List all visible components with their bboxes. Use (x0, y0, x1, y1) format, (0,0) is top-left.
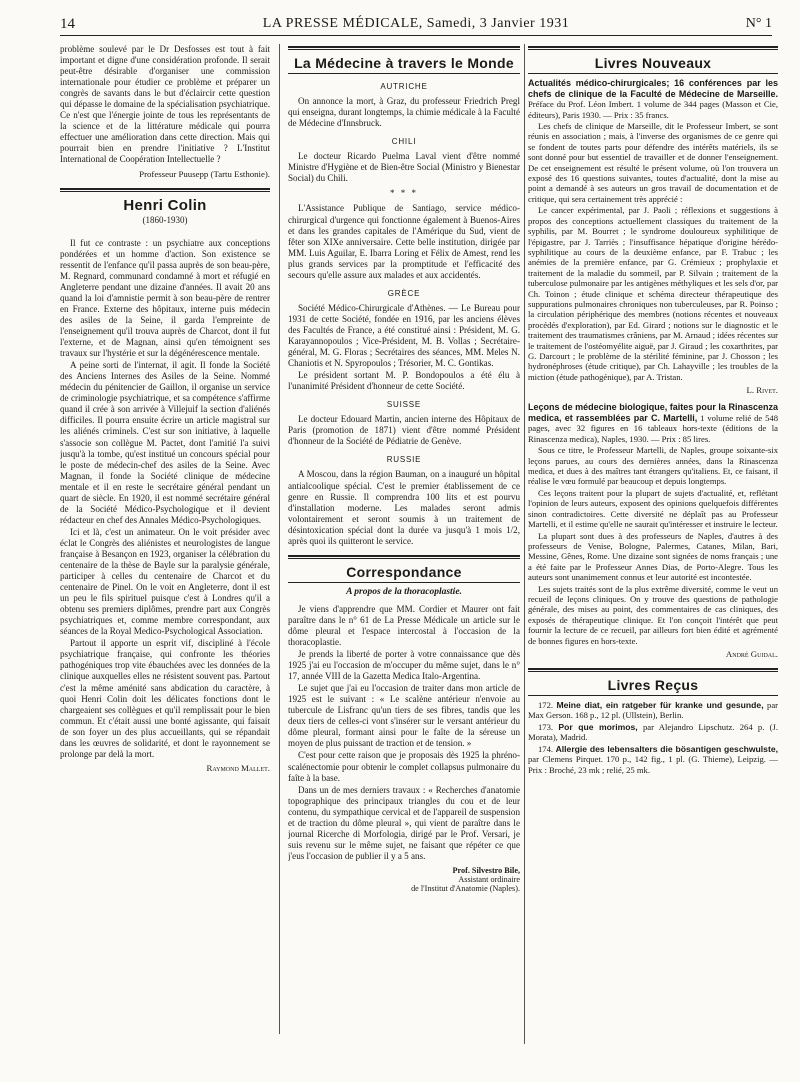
news-item: Le docteur Ricardo Puelma Laval vient d'être nommé Ministre d'Hygiène et de Bien-être Social (Ministro y Bienestar Social) du Chili. (288, 151, 520, 184)
section-title-correspondance: Correspondance (346, 563, 462, 580)
country-heading: CHILI (391, 137, 417, 147)
review-paragraph: Le cancer expérimental, par J. Paoli ; réflexions et suggestions à propos des conceptions actuellement classiques du traitement de la syphilis, par M. Bourret ; le syndrome douloureux syphilitique de l'épigastre, par J. Tarriès ; l'insuffisance hépatique d'origine hérédo-syphilitique au cours de la deuxième enfance, par F. Trabuc ; les anémies de la première enfance, par G. Crémieux ; prophylaxie et traitement de la maladie du sommeil, par P. Silvain ; traitement de la tuberculose pulmonaire par les antigènes méthyliques et les sels d'or, par Ch. Toinon ; étude clinique et schéma directeur thérapeutique des suppurations pulmonaires chroniques non tuberculeuses, par R. Poinso ; la circulation périphérique des membres (notions récentes et nouveaux procédés d'exploration), par Ed. Girard ; notions sur le diagnostic et le traitement des traumatismes crâniens, par M. Arnaud ; idées récentes sur le traitement de l'ostéomyélite aiguë, par J. Giraud ; les coxarthrites, par G. Darcourt ; le problème de la stérilité féminine, par J. Chosson ; les hydronéphroses (étude critique), par Ch. Lahayville ; les troubles de la miction (étude pathogénique), par A. Tristan. (528, 205, 778, 382)
received-num: 172. (538, 700, 554, 711)
news-item: Le docteur Edouard Martin, ancien interne des Hôpitaux de Paris (promotion de 1871) vient d'être nommé Président d'honneur de la Société de Pédiatrie de Genève. (288, 414, 520, 447)
news-item: On annonce la mort, à Graz, du professeur Friedrich Pregl qui enseigna, durant longtemps, la chimie médicale à la Faculté de Médecine d'Innsbruck. (288, 96, 520, 129)
section-rule (528, 46, 778, 50)
section-rule (288, 73, 520, 74)
book-entry-header (528, 78, 778, 120)
letter-signature-name: Prof. Silvestro Bile, (452, 865, 520, 875)
section-title-received: Livres Reçus (607, 677, 699, 694)
separator-stars: * * * (390, 188, 418, 199)
obituary-title: Henri Colin (123, 196, 207, 214)
review-signature: André Guidal. (725, 648, 778, 659)
section-title-books: Livres Nouveaux (594, 55, 712, 71)
column-right (528, 44, 778, 1054)
book-title: Leçons de médecine biologique, faites pour la Rinascenza medica, et rassemblées par C. Martelli, (528, 402, 778, 423)
letter-paragraph: Le sujet que j'ai eu l'occasion de traiter dans mon article de 1925 est le suivant : « Le scalène antérieur n'envoie au tubercule de Lisfranc qu'un tiers de ses fibres, tandis que les deux tiers de celles-ci vont s'insérer sur le versant antérieur du dôme pleural, formant ainsi pour le faîte de la séreuse un moyen de plus puissant de traction et de tension. » (288, 683, 520, 749)
received-num: 173. (538, 721, 554, 732)
news-item: Société Médico-Chirurgicale d'Athènes. — Le Bureau pour 1931 de cette Société, fondée en 1916, par les anciens élèves des Facultés de France, a été constitué ainsi : Président, M. G. Karayannopoulos ; Vice-Président, M. B. Vollas ; Secrétaire-général, M. G. Floras ; Secrétaires des séances, MM. Meles N. Chaniotis et N. Spyropoulos ; Trésorier, M. C. Gontikas. (288, 302, 520, 369)
section-rule (528, 695, 778, 696)
letter-paragraph: Je prends la liberté de porter à votre connaissance que dès 1925 j'ai eu l'occasion de m'occuper du même sujet, dans le n° 17, année VIII de la Gazetta Medica Italo-Argentina. (288, 649, 520, 682)
letter-signature-institution: de l'Institut d'Anatomie (Naples). (411, 884, 520, 894)
obituary-signature: Raymond Mallet. (206, 762, 270, 773)
obituary-paragraph: Il fut ce contraste : un psychiatre aux conceptions pondérées et un homme d'action. Son existence se ressentit de l'enfance qu'il passa auprès de son beau-père, M. Regnard, communard condamné à mort et réfugié en Angleterre pendant une dizaine d'années. Il avait 20 ans quand la loi d'amnistie permit à son beau-père de rentrer en France. Externe des hôpitaux, interne puis médecin des asiles de la Seine, il garda l'empreinte de l'enseignement qu'il trouva auprès de Charcot, dont il fut l'externe, et de Magnan, ainsi qu'en témoignent ses travaux sur l'hystérie et sur la dégénérescence mentale. (60, 237, 270, 359)
received-meta: par Clemens Pirquet. 170 p., 142 fig., 1 pl. (G. Thieme), Leipzig. — Prix : Broché, 23 mk ; relié, 25 mk. (528, 754, 778, 775)
received-item (528, 722, 778, 743)
received-meta: par Max Gerson. 168 p., 12 pl. (Ullstein), Berlin. (528, 700, 778, 721)
news-item: A Moscou, dans la région Bauman, on a inauguré un hôpital antialcoolique spécial. C'est le premier établissement de ce genre en Russie. Il comprendra 100 lits et est pourvu d'installation moderne. Les malades seront admis volontairement et seront soumis à un traitement de désintoxication spécial dont la durée va jusqu'à 1 mois 1/2, après quoi ils quitteront le service. (288, 469, 520, 546)
book-entry-header (528, 402, 778, 444)
received-title: Allergie des lebensalters die bösantigen geschwulste, (555, 743, 778, 754)
country-heading: AUTRICHE (380, 82, 428, 92)
book-meta: Préface du Prof. Léon Imbert. 1 volume de 344 pages (Masson et Cie, éditeurs), Paris 1930. — Prix : 35 francs. (528, 99, 778, 120)
letter-signature (288, 866, 520, 894)
letter-paragraph: C'est pour cette raison que je proposais dès 1925 la phréno-scalénectomie pour obtenir le complet collapsus pulmonaire du faîte à la base. (288, 750, 520, 783)
column-divider (279, 44, 280, 1034)
received-title: Por que morimos, (558, 721, 638, 732)
section-rule (528, 668, 778, 672)
review-paragraph: Sous ce titre, le Professeur Martelli, de Naples, groupe soixante-six leçons parues, au cours des dernières années, dans la Rinascenza medica, et dues à des maîtres tant étrangers qu'italiens. Et, ce faisant, il réalise le vœu formulé par beaucoup et depuis longtemps. (528, 445, 778, 487)
letter-paragraph: Dans un de mes derniers travaux : « Recherches d'anatomie topographique des principaux triangles du cou et de leur contenu, du sympathique cervical et de l'appareil de suspension et de traction du dôme pleural », qui vient de paraître dans le journal Ricerche di Morfologia, dirigé par le Prof. Versari, je suis revenu sur le même sujet, ne faisant que répéter ce que j'eus l'occasion de publier il y a 5 ans. (288, 784, 520, 861)
intro-paragraph: problème soulevé par le Dr Desfosses est tout à fait important et digne d'une considération profonde. Il serait peut-être désirable d'organiser une commission internationale pour étudier ce problème et préparer un congrès de savants dans le but d'éclaircir cette question qui dépasse le domaine de la spécialisation psychiatrique. Ce n'est que l'énergie jointe de tous les représentants de la science et de la littérature médicale qui pourra effectuer une amélioration dans cette direction. Mais qui pourrait bien en prendre l'initiative ? L'Institut International de Coopération Intellectuelle ? (60, 44, 270, 165)
review-paragraph: La plupart sont dues à des professeurs de Naples, d'autres à des professeurs de Venise, Bologne, Palermes, Catanes, Milan, Bari, Messine, Gênes, Rome. Une dizaine sont signées de noms français ; une a été faite par le Professeur Annes Dias, de Porto-Alegre. Tous les auteurs sont unanimement connus et leur autorité est incontestée. (528, 530, 778, 583)
country-heading: GRÈCE (387, 288, 421, 298)
news-item: L'Assistance Publique de Santiago, service médico-chirurgical d'urgence qui fonctionne également à Buenos-Aires et dans les grandes capitales de l'Amérique du Sud, vient de fêter son XIXe anniversaire. Cette belle institution, dirigée par MM. Luis Aguilar, E. Ibarra Loring et Félix de Amest, rend les plus grands services par la promptitude et l'efficacité des secours qu'elle assure aux malades et aux accidentés. (288, 203, 520, 280)
intro-signature: Professeur Puusepp (Tartu Esthonie). (139, 168, 270, 179)
news-item: Le président sortant M. P. Bondopoulos a été élu à l'unanimité Président d'honneur de cette Société. (288, 370, 520, 392)
review-paragraph: Ces leçons traitent pour la plupart de sujets d'actualité, et, reflétant l'opinion de leurs auteurs, exposent des opinions quelquefois différentes sinon contradictoires. Cette diversité ne déplaît pas au Professeur Martelli, et il estime qu'elle ne saurait qu'intéresser et instruire le lecteur. (528, 487, 778, 530)
review-signature: L. Rivet. (746, 385, 778, 396)
obituary-paragraph: A peine sorti de l'internat, il agit. Il fonde la Société des Anciens Internes des Asiles de la Seine. Nommé médecin du pénitencier de Gaillon, il organise un service de criminologie psychiatrique, et sa compétence s'affirme quand il crée à son arrivée à Villejuif la section d'aliénés difficiles. Il pourra ensuite écrire un article magistral sur les aliénés criminels. C'est sur son initiative, à laquelle s'associe son collègue M. Pactet, dont l'amitié l'a suivi jusqu'à la tombe, qu'est institué un concours spécial pour le poste de médecin-chef des asiles de la Seine. Avec Magnan, il fonde la Société clinique de médecine mentale et il en reste le secrétaire général pendant un quart de siècle. En 1920, il est nommé secrétaire général de la Société Médico-Psychologique et il devient rédacteur en chef des Annales Médico-Psychologiques. (60, 360, 270, 525)
received-item (528, 744, 778, 775)
book-title: Actualités médico-chirurgicales; 16 conférences par les chefs de clinique de la Faculté de Médecine de Marseille. (528, 78, 778, 99)
received-num: 174. (538, 743, 554, 754)
book-meta: 1 volume relié de 548 pages, avec 32 figures en 16 tableaux hors-texte (éditions de la Rinascenza medica), Naples, 1930. — Prix : 85 lires. (528, 412, 778, 444)
journal-title: LA PRESSE MÉDICALE, Samedi, 3 Janvier 1931 (262, 16, 570, 31)
column-middle (288, 44, 520, 1054)
correspondance-subtitle: A propos de la thoracoplastie. (346, 586, 462, 597)
column-divider (524, 44, 525, 1044)
received-meta: par Alejandro Lipschutz. 264 p. (J. Morata), Madrid. (528, 721, 778, 743)
column-left (60, 44, 270, 1044)
page-number: 14 (60, 16, 75, 32)
obituary-paragraph: Ici et là, c'est un animateur. On le voit présider avec éclat le Congrès des aliénistes et neurologistes de langue française à Besançon en 1923, organiser la célébration du centenaire de la thèse de Bayle sur la paralysie générale, participer à celles du centenaire de Charcot et du centenaire de Pinel. On le voit en Angleterre, dont il est un peu le fils spirituel puisque c'est à Londres qu'il a obtenu ses premiers diplômes, prendre part aux Congrès psychiatriques et, comme membre correspondant, aux séances de la Royal Medico-Psychological Association. (60, 526, 270, 637)
page-header (60, 14, 772, 36)
review-paragraph: Les sujets traités sont de la plus extrême diversité, comme le veut un recueil de leçons cliniques. On y trouve des questions de pathologie générale, des mises au point, des commentaires de cas cliniques, des exposés de thérapeutique clinique. Et l'on conçoit l'intérêt que peut fournir la lecture de ce recueil, par ailleurs fort bien édité et agrémenté de bonnes figures en hors-texte. (528, 583, 778, 646)
letter-signature-role: Assistant ordinaire (458, 875, 520, 885)
section-rule (60, 188, 270, 192)
section-rule (288, 46, 520, 50)
section-rule (528, 73, 778, 74)
issue-number: N° 1 (745, 16, 772, 31)
received-item (528, 700, 778, 721)
section-title-world: La Médecine à travers le Monde (294, 55, 514, 71)
obituary-paragraph: Partout il apporte un esprit vif, discipliné à l'école psychiatrique française, qui confronte les théories pathogéniques trop vite ébauchées avec les données de la clinique auxquelles elles ne résistent souvent pas. Partout c'est la même aménité sans abdication du caractère, à quoi Henri Colin doit les délicates fonctions dont le chargeaient ses collègues et qu'il remplissait pour le bien commun. Et c'était aussi une bonté agissante, qui faisait de son foyer un des plus accueillants, qui se répandait dans les œuvres de solidarité, et dont le rayonnement se prolonge par delà la mort. (60, 638, 270, 759)
received-title: Meine diat, ein ratgeber für kranke und gesunde, (556, 700, 764, 711)
section-rule (288, 555, 520, 559)
obituary-dates: (1860-1930) (142, 214, 188, 225)
country-heading: SUISSE (386, 400, 422, 410)
letter-paragraph: Je viens d'apprendre que MM. Cordier et Maurer ont fait paraître dans le n° 61 de La Presse Médicale un article sur le dôme pleural et l'espace intercostal à l'occasion de la thoracoplastie. (288, 603, 520, 648)
review-paragraph: Les chefs de clinique de Marseille, dit le Professeur Imbert, se sont réunis en association ; mais, à l'inverse des organismes de ce genre qui se fondent de toutes parts pour défendre des intérêts matériels, ils se sont donné pour but essentiel de travailler et de donner l'enseignement. De cet enseignement est résulté le présent volume, où l'on trouvera un exposé des 16 questions suivantes, toutes d'actualité, dont la mise au point a demandé à ses auteurs un gros travail de documentation et de critique, qui sera certainement très apprécié : (528, 121, 778, 204)
country-heading: RUSSIE (386, 455, 422, 465)
section-rule (288, 582, 520, 583)
